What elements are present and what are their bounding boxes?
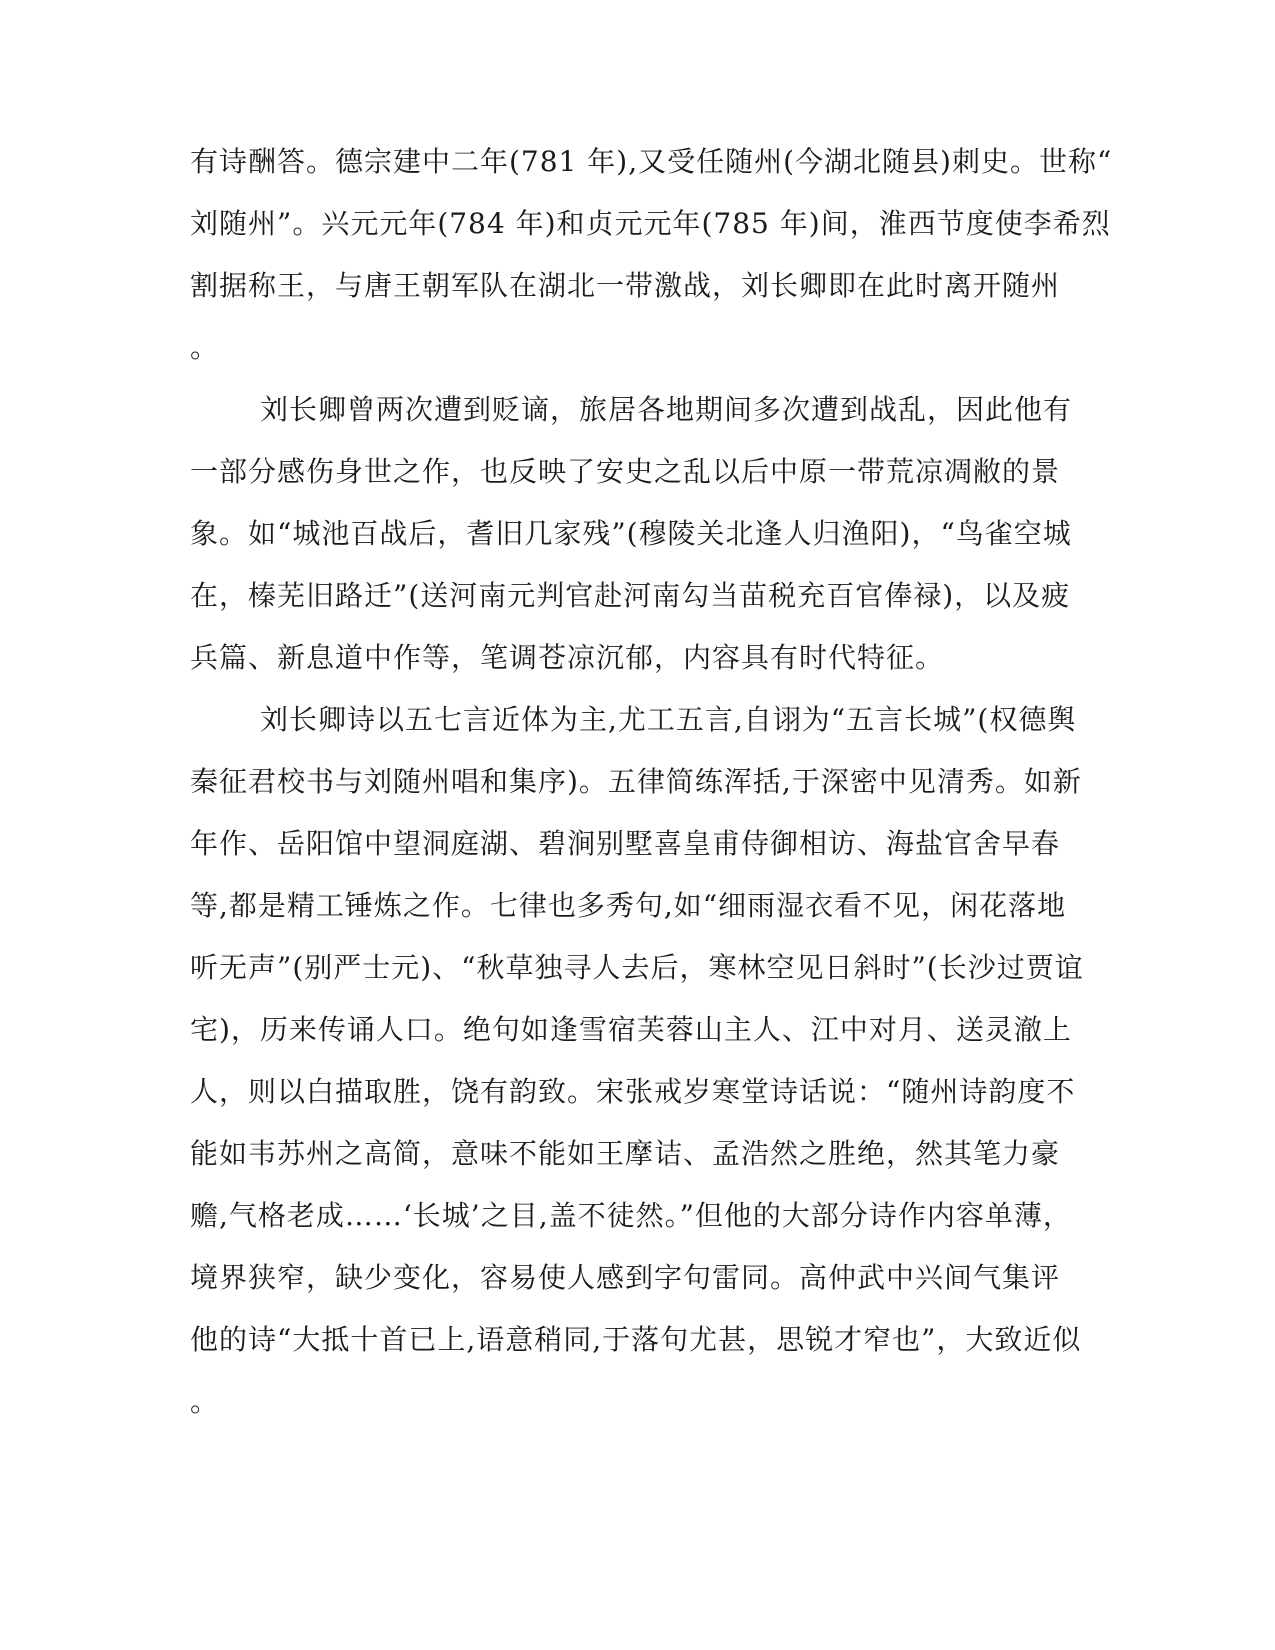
text-line: 刘随州”。兴元元年(784 年)和贞元元年(785 年)间，淮西节度使李希烈 (190, 207, 1111, 240)
text-line: 境界狭窄，缺少变化，容易使人感到字句雷同。高仲武中兴间气集评 (190, 1261, 1061, 1294)
text-line: 象。如“城池百战后，耆旧几家残”(穆陵关北逢人归渔阳)，“鸟雀空城 (190, 517, 1072, 550)
text-line: 人，则以白描取胜，饶有韵致。宋张戒岁寒堂诗话说：“随州诗韵度不 (190, 1075, 1076, 1108)
text-line: 有诗酬答。德宗建中二年(781 年),又受任随州(今湖北随县)刺史。世称“ (190, 145, 1113, 178)
text-line: 听无声”(别严士元)、“秋草独寻人去后，寒林空见日斜时”(长沙过贾谊 (190, 951, 1084, 984)
text-line: 在，榛芜旧路迁”(送河南元判官赴河南勾当苗税充百官俸禄)，以及疲 (190, 579, 1071, 612)
text-line: 能如韦苏州之高简，意味不能如王摩诘、孟浩然之胜绝，然其笔力豪 (190, 1137, 1061, 1170)
body-text (190, 131, 1113, 1433)
text-line: 兵篇、新息道中作等，笔调苍凉沉郁，内容具有时代特征。 (190, 641, 945, 674)
text-line: 。 (190, 331, 220, 364)
paragraph-first-line: 刘长卿诗以五七言近体为主,尤工五言,自诩为“五言长城”(权德舆 (260, 703, 1077, 736)
text-line: 他的诗“大抵十首已上,语意稍同,于落句尤甚，思锐才窄也”，大致近似 (190, 1323, 1082, 1356)
text-line: 。 (190, 1385, 220, 1418)
text-line: 年作、岳阳馆中望洞庭湖、碧涧别墅喜皇甫侍御相访、海盐官舍早春 (190, 827, 1061, 860)
text-line: 秦征君校书与刘随州唱和集序)。五律简练浑括,于深密中见清秀。如新 (190, 765, 1082, 798)
text-line: 赡,气格老成……‘长城’之目,盖不徒然。”但他的大部分诗作内容单薄， (190, 1199, 1072, 1232)
text-line: 宅)，历来传诵人口。绝句如逢雪宿芙蓉山主人、江中对月、送灵澈上 (190, 1013, 1072, 1046)
paragraph-first-line: 刘长卿曾两次遭到贬谪，旅居各地期间多次遭到战乱，因此他有 (260, 393, 1073, 426)
text-line: 等,都是精工锤炼之作。七律也多秀句,如“细雨湿衣看不见，闲花落地 (190, 889, 1067, 922)
text-line: 一部分感伤身世之作，也反映了安史之乱以后中原一带荒凉凋敝的景 (190, 455, 1061, 488)
text-line: 割据称王，与唐王朝军队在湖北一带激战，刘长卿即在此时离开随州 (190, 269, 1061, 302)
